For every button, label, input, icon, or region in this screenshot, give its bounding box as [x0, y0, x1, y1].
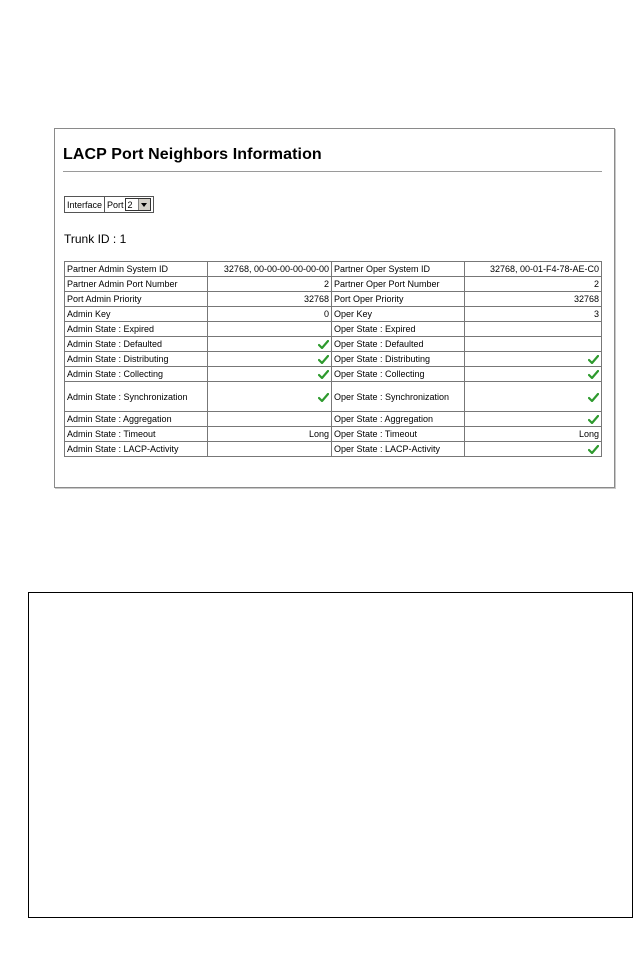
value-cell [465, 427, 602, 442]
value-cell [465, 352, 602, 367]
value-cell [208, 442, 332, 457]
port-cell [104, 197, 153, 212]
value-cell-text: 32768 [573, 294, 599, 304]
label-cell-text: Oper State : Distributing [334, 354, 431, 364]
label-cell [65, 427, 208, 442]
check-icon [588, 354, 599, 364]
value-cell [208, 277, 332, 292]
value-cell-text: 2 [323, 279, 329, 289]
value-cell [208, 292, 332, 307]
port-select-value: 2 [127, 199, 133, 210]
chevron-down-icon[interactable] [138, 199, 150, 210]
label-cell-text: Oper State : Aggregation [334, 414, 434, 424]
interface-selector [64, 196, 154, 213]
value-cell [465, 337, 602, 352]
label-cell-text: Admin State : Expired [67, 324, 155, 334]
label-cell [332, 367, 465, 382]
label-cell-text: Partner Admin System ID [67, 264, 169, 274]
check-icon [588, 391, 599, 401]
check-icon [588, 369, 599, 379]
label-cell-text: Admin State : Collecting [67, 369, 164, 379]
table-row [65, 442, 602, 457]
label-cell [332, 412, 465, 427]
value-cell-text: 32768, 00-01-F4-78-AE-C0 [489, 264, 599, 274]
label-cell [332, 322, 465, 337]
check-icon [318, 369, 329, 379]
check-icon [318, 354, 329, 364]
label-cell [65, 262, 208, 277]
label-cell-text: Admin State : LACP-Activity [67, 444, 179, 454]
label-cell [332, 277, 465, 292]
value-cell [465, 382, 602, 412]
label-cell-text: Admin State : Synchronization [67, 391, 188, 402]
check-icon [588, 414, 599, 424]
label-cell [65, 412, 208, 427]
label-cell-text: Port Admin Priority [67, 294, 142, 304]
label-cell [332, 427, 465, 442]
value-cell-text: 32768, 00-00-00-00-00-00 [223, 264, 329, 274]
port-label: Port [107, 199, 124, 210]
label-cell-text: Port Oper Priority [334, 294, 404, 304]
table-row [65, 337, 602, 352]
table-row [65, 412, 602, 427]
label-cell [65, 337, 208, 352]
label-cell-text: Admin State : Defaulted [67, 339, 163, 349]
label-cell [332, 382, 465, 412]
table-row [65, 292, 602, 307]
label-cell [65, 442, 208, 457]
label-cell [332, 352, 465, 367]
label-cell-text: Oper State : Timeout [334, 429, 418, 439]
port-select[interactable] [125, 198, 151, 211]
label-cell-text: Admin State : Aggregation [67, 414, 172, 424]
interface-label: Interface [67, 199, 103, 210]
label-cell-text: Oper State : LACP-Activity [334, 444, 441, 454]
title-divider [63, 171, 602, 172]
value-cell [465, 442, 602, 457]
label-cell [65, 292, 208, 307]
value-cell [208, 337, 332, 352]
value-cell [208, 352, 332, 367]
value-cell [465, 307, 602, 322]
value-cell-text: 32768 [303, 294, 329, 304]
label-cell [332, 262, 465, 277]
label-cell [65, 322, 208, 337]
value-cell-text: Long [308, 429, 329, 439]
label-cell [65, 367, 208, 382]
label-cell [332, 307, 465, 322]
label-cell [65, 277, 208, 292]
lacp-neighbors-panel [54, 128, 615, 488]
check-icon [318, 339, 329, 349]
value-cell [208, 322, 332, 337]
label-cell-text: Partner Admin Port Number [67, 279, 178, 289]
table-row [65, 277, 602, 292]
label-cell [65, 307, 208, 322]
label-cell-text: Admin Key [67, 309, 111, 319]
label-cell-text: Oper State : Collecting [334, 369, 425, 379]
table-row [65, 262, 602, 277]
label-cell [332, 442, 465, 457]
value-cell [208, 427, 332, 442]
value-cell [465, 412, 602, 427]
page-title: LACP Port Neighbors Information [63, 146, 322, 163]
value-cell [208, 367, 332, 382]
label-cell-text: Admin State : Distributing [67, 354, 169, 364]
value-cell [465, 367, 602, 382]
value-cell [208, 382, 332, 412]
label-cell [65, 382, 208, 412]
label-cell-text: Oper State : Expired [334, 324, 416, 334]
value-cell [465, 322, 602, 337]
table-row [65, 367, 602, 382]
value-cell [465, 292, 602, 307]
label-cell-text: Partner Oper System ID [334, 264, 431, 274]
label-cell-text: Admin State : Timeout [67, 429, 156, 439]
check-icon [588, 444, 599, 454]
table-row [65, 352, 602, 367]
table-row [65, 307, 602, 322]
check-icon [318, 391, 329, 401]
value-cell-text: 3 [593, 309, 599, 319]
label-cell [332, 292, 465, 307]
value-cell [465, 277, 602, 292]
label-cell-text: Partner Oper Port Number [334, 279, 440, 289]
label-cell-text: Oper State : Synchronization [334, 391, 450, 402]
value-cell-text: Long [578, 429, 599, 439]
neighbors-table [64, 261, 602, 457]
table-row [65, 382, 602, 412]
empty-frame [28, 592, 633, 918]
label-cell-text: Oper State : Defaulted [334, 339, 424, 349]
label-cell-text: Oper Key [334, 309, 373, 319]
table-row [65, 427, 602, 442]
value-cell [208, 262, 332, 277]
value-cell-text: 0 [323, 309, 329, 319]
value-cell-text: 2 [593, 279, 599, 289]
label-cell [332, 337, 465, 352]
label-cell [65, 352, 208, 367]
value-cell [465, 262, 602, 277]
trunk-id: Trunk ID : 1 [64, 232, 127, 246]
table-row [65, 322, 602, 337]
value-cell [208, 412, 332, 427]
value-cell [208, 307, 332, 322]
